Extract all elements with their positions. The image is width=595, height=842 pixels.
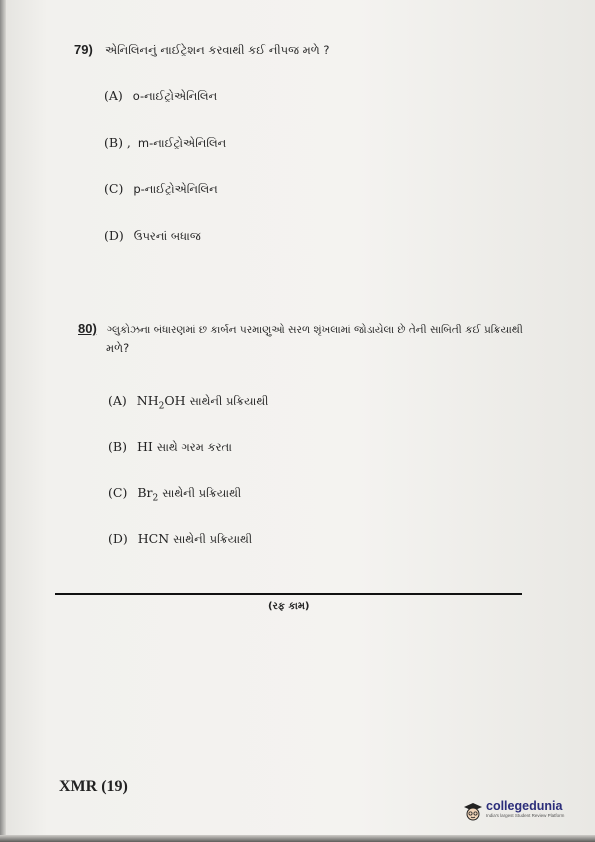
brand-name: collegedunia bbox=[486, 799, 563, 813]
option-text: p-નાઈટ્રોએનિલિન bbox=[133, 182, 218, 196]
option-text: સાથેની પ્રક્રિયાથી bbox=[189, 394, 269, 408]
option-label: (A) bbox=[104, 88, 123, 103]
option-label: (A) bbox=[108, 393, 127, 408]
formula-main: HCN bbox=[137, 531, 170, 546]
option-text: સાથેની પ્રક્રિયાથી bbox=[162, 486, 242, 500]
option-label: (C) bbox=[108, 485, 128, 500]
formula-main: HI bbox=[136, 439, 153, 454]
option-text: m-નાઈટ્રોએનિલિન bbox=[137, 136, 227, 150]
option-80-a bbox=[108, 393, 268, 412]
question-79 bbox=[74, 42, 330, 58]
option-label: (C) bbox=[104, 181, 124, 196]
option-text: સાથેની પ્રક્રિયાથી bbox=[173, 532, 253, 546]
question-text: એનિલિનનું નાઈટ્રેશન કરવાથી કઈ નીપજ મળે ? bbox=[104, 43, 330, 57]
question-number: 80) bbox=[78, 321, 97, 336]
formula-subscript: 2 bbox=[152, 493, 159, 504]
question-number: 79) bbox=[74, 42, 93, 57]
page-left-edge-shadow bbox=[0, 0, 6, 842]
option-label: (D) bbox=[104, 228, 124, 243]
question-80 bbox=[78, 321, 528, 356]
formula-rest: OH bbox=[164, 393, 186, 408]
watermark-logo bbox=[462, 800, 564, 822]
option-80-b bbox=[108, 439, 232, 455]
paper-code: XMR (19) bbox=[59, 778, 128, 795]
formula-subscript: 2 bbox=[158, 401, 165, 412]
option-label: (B) , bbox=[104, 135, 131, 150]
formula bbox=[136, 393, 186, 412]
option-80-d bbox=[108, 531, 252, 547]
option-text: o-નાઈટ્રોએનિલિન bbox=[132, 89, 218, 103]
question-text-line1: ગ્લુકોઝના બંધારણમાં છ કાર્બન પરમાણુઓ સરળ શૃંખલામાં જોડાયેલા છે તેની સાબિતી કઈ પ્રક્રિયાથી bbox=[106, 324, 523, 336]
option-79-c bbox=[104, 181, 218, 197]
option-79-d bbox=[104, 228, 201, 244]
page-bottom-edge-shadow bbox=[0, 835, 595, 842]
option-79-b bbox=[104, 135, 226, 151]
graduate-avatar-icon bbox=[462, 800, 484, 822]
option-80-c bbox=[108, 485, 241, 504]
formula-main: Br bbox=[137, 485, 153, 500]
option-label: (D) bbox=[108, 531, 128, 546]
rough-work-label: (રફ કામ) bbox=[268, 601, 310, 612]
formula bbox=[137, 485, 159, 504]
option-text: ઉપરનાં બધાજ bbox=[133, 229, 201, 243]
option-79-a bbox=[104, 88, 217, 104]
section-divider bbox=[55, 593, 522, 595]
formula-main: NH bbox=[136, 393, 159, 408]
question-text-line2: મળે? bbox=[106, 341, 130, 355]
option-text: સાથે ગરમ કરતા bbox=[156, 440, 232, 454]
option-label: (B) bbox=[108, 439, 127, 454]
brand-tagline: India's largest Student Review Platform bbox=[486, 813, 565, 818]
